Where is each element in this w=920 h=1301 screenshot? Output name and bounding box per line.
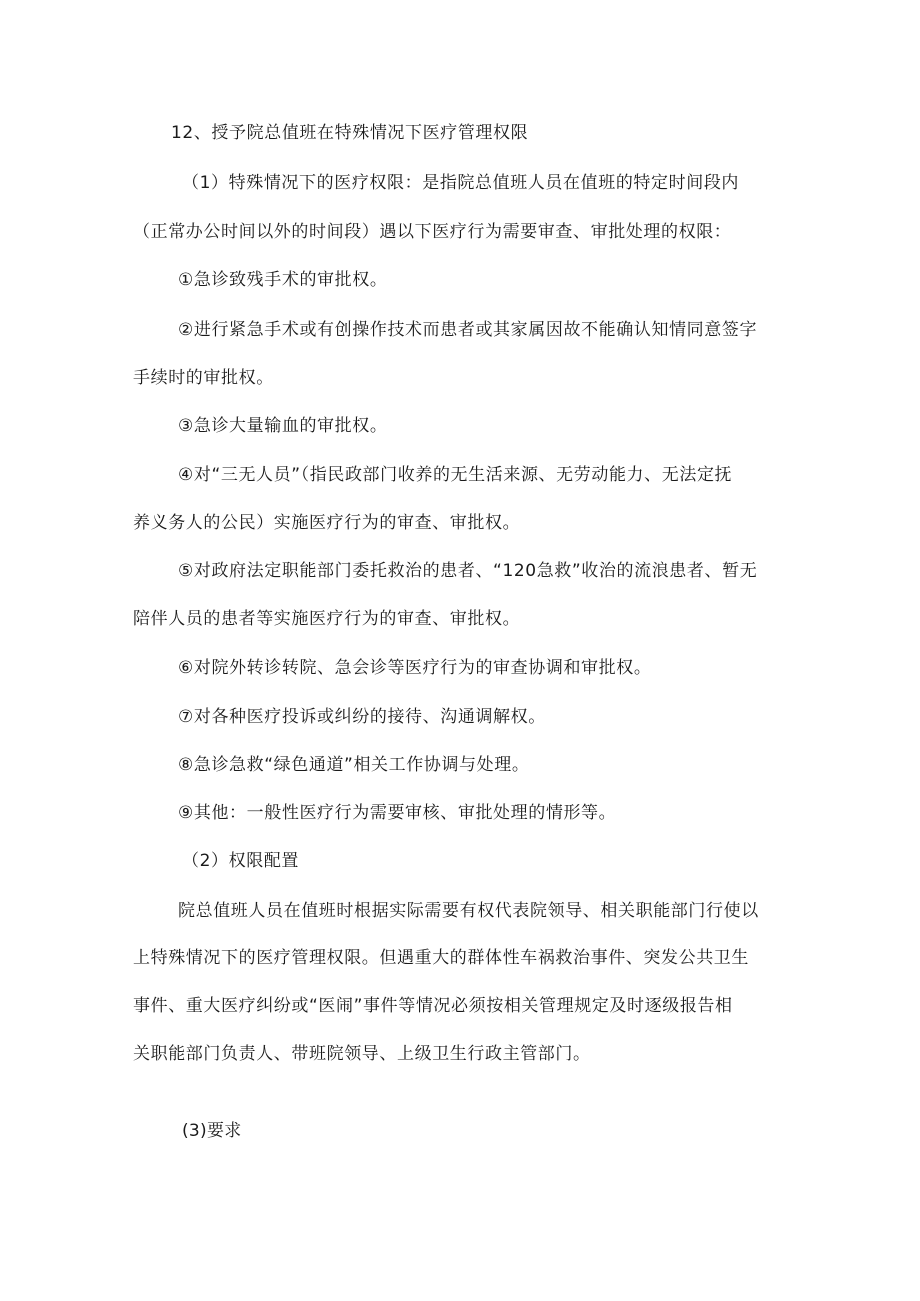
part2-paragraph-line-2: 上特殊情况下的医疗管理权限。但遇重大的群体性车祸救治事件、突发公共卫生 xyxy=(133,948,749,968)
part3-heading: (3)要求 xyxy=(182,1121,242,1141)
list-item-4-line-1: ④对“三无人员”（指民政部门收养的无生活来源、无劳动能力、无法定抚 xyxy=(178,465,733,485)
list-item-8: ⑧急诊急救“绿色通道”相关工作协调与处理。 xyxy=(178,755,530,775)
part1-definition-line-2: （正常办公时间以外的时间段）遇以下医疗行为需要审查、审批处理的权限： xyxy=(133,222,732,242)
list-item-6: ⑥对院外转诊转院、急会诊等医疗行为的审查协调和审批权。 xyxy=(178,658,652,678)
list-item-9: ⑨其他：一般性医疗行为需要审核、审批处理的情形等。 xyxy=(178,803,617,823)
part2-heading: （2）权限配置 xyxy=(182,851,300,871)
list-item-2-line-1: ②进行紧急手术或有创操作技术而患者或其家属因故不能确认知情同意签字 xyxy=(178,320,758,340)
section-heading: 12、授予院总值班在特殊情况下医疗管理权限 xyxy=(171,123,529,143)
list-item-7: ⑦对各种医疗投诉或纠纷的接待、沟通调解权。 xyxy=(178,707,546,727)
list-item-5-line-2: 陪伴人员的患者等实施医疗行为的审查、审批权。 xyxy=(133,609,521,629)
list-item-5-line-1: ⑤对政府法定职能部门委托救治的患者、“120急救”收治的流浪患者、暂无 xyxy=(178,561,758,581)
part2-paragraph-line-3: 事件、重大医疗纠纷或“医闹”事件等情况必须按相关管理规定及时逐级报告相 xyxy=(133,996,733,1016)
part2-paragraph-line-4: 关职能部门负责人、带班院领导、上级卫生行政主管部门。 xyxy=(133,1044,591,1064)
list-item-3: ③急诊大量输血的审批权。 xyxy=(178,416,388,436)
part2-paragraph-line-1: 院总值班人员在值班时根据实际需要有权代表院领导、相关职能部门行使以 xyxy=(178,901,759,921)
list-item-4-line-2: 养义务人的公民）实施医疗行为的审查、审批权。 xyxy=(133,513,521,533)
list-item-2-line-2: 手续时的审批权。 xyxy=(133,368,274,388)
list-item-1: ①急诊致残手术的审批权。 xyxy=(178,270,388,290)
part1-definition-line-1: （1）特殊情况下的医疗权限：是指院总值班人员在值班的特定时间段内 xyxy=(182,173,740,193)
